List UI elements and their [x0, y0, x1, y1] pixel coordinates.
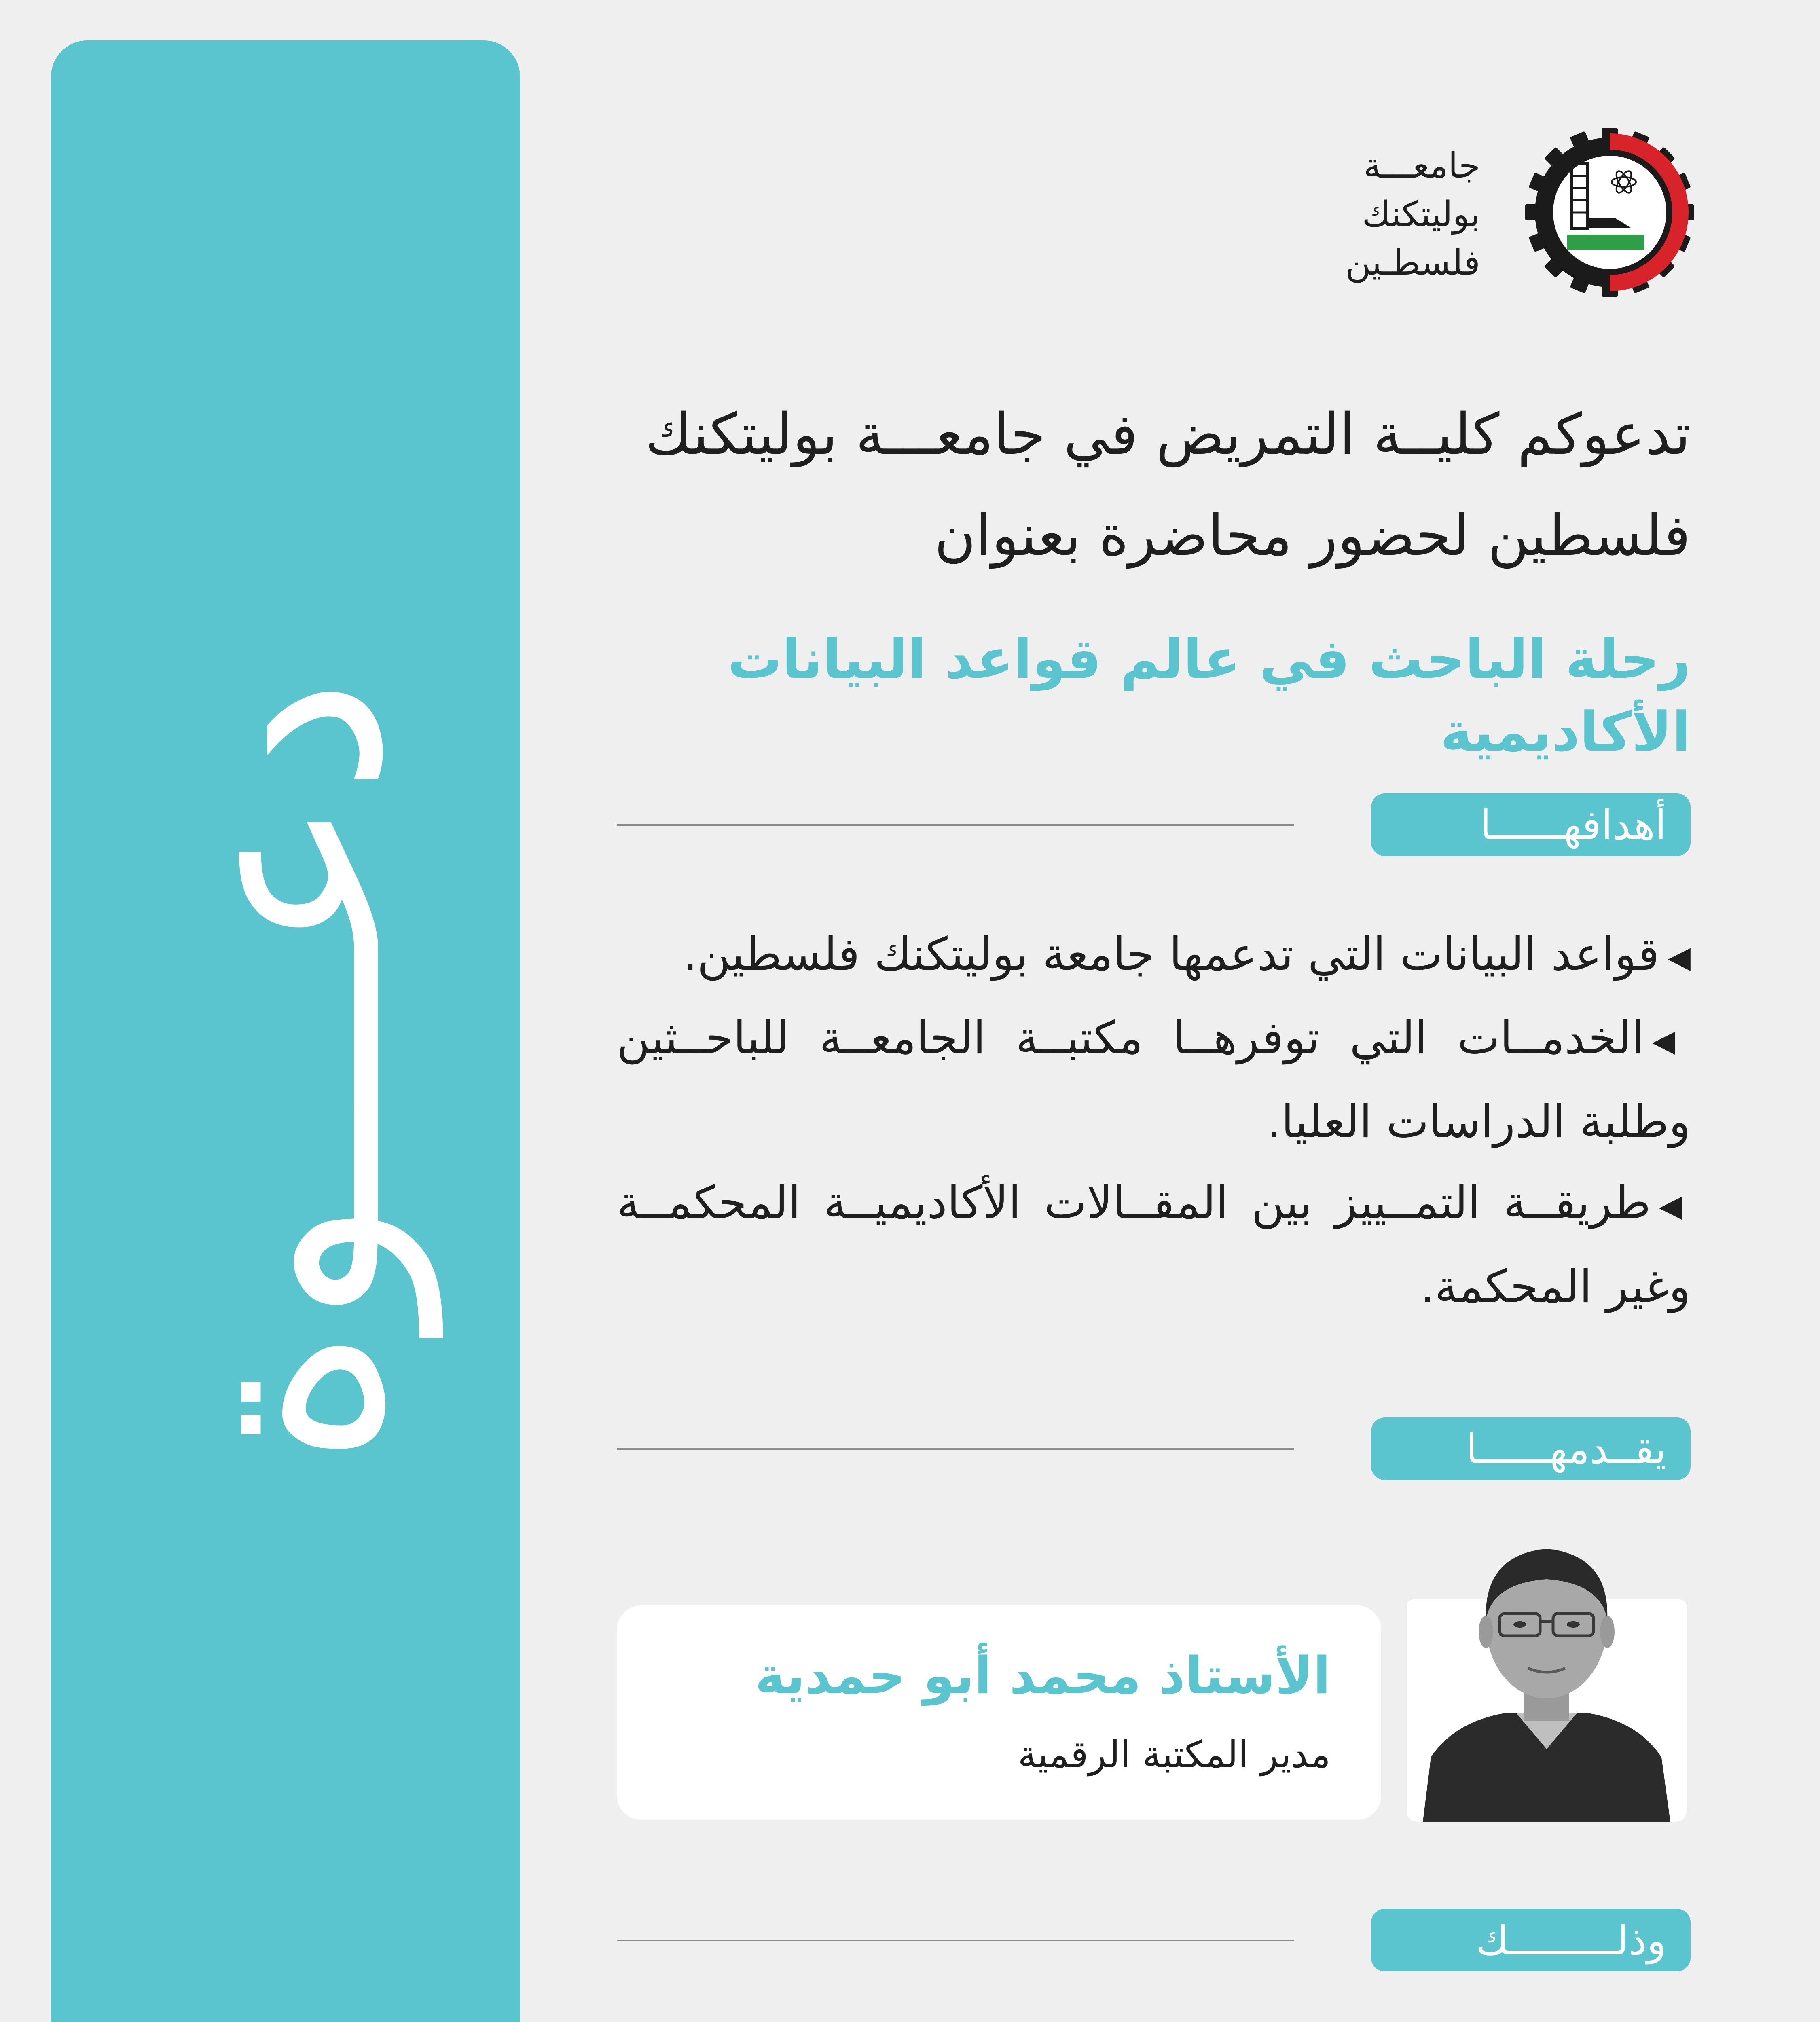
- goals-list: [617, 914, 1691, 1327]
- presenter-role: مدير المكتبة الرقمية: [1018, 1733, 1331, 1776]
- university-name: [1346, 142, 1480, 287]
- presenter-heading: يقــدمهــــــا: [1371, 1417, 1691, 1480]
- goal-text: الخدمــات التي توفرهــا مكتبــة الجامعــة للباحــثين وطلبة الدراسات العليا.: [617, 1012, 1691, 1148]
- intro-line-2: فلسطين لحضور محاضرة بعنوان: [934, 503, 1691, 569]
- goals-section-header: [617, 793, 1691, 858]
- presenter-section-header: [617, 1417, 1691, 1482]
- presenter-name: الأستاذ محمد أبو حمدية: [755, 1646, 1331, 1705]
- university-name-line-3: فلسطـين: [1345, 243, 1480, 283]
- university-name-line-2: بوليتكنك: [1362, 194, 1480, 235]
- invitation-word: دعـــوة: [130, 676, 441, 1467]
- gear-logo-icon: [1523, 125, 1697, 299]
- intro-line-1: تدعوكم كليــة التمريض في جامعـــة بوليتكنك: [645, 402, 1691, 467]
- lecture-title: رحلة الباحث في عالم قواعد البيانات الأكاديمية: [727, 628, 1691, 764]
- university-name-line-1: جامعـــة: [1363, 146, 1480, 186]
- presenter-portrait-icon: [1407, 1531, 1687, 1822]
- divider-line: [617, 824, 1294, 826]
- intro-text: [617, 384, 1691, 586]
- side-ribbon: [51, 40, 520, 2022]
- details-heading: وذلـــــــــك: [1371, 1909, 1691, 1971]
- triangle-bullet-icon: ◀: [1659, 1188, 1691, 1223]
- goal-text: قواعد البيانات التي تدعمها جامعة بوليتكنك فلسطين.: [683, 928, 1660, 981]
- details-section-header: [617, 1909, 1691, 1973]
- presenter-card: [617, 1605, 1381, 1820]
- list-item: [617, 1162, 1691, 1327]
- divider-line: [617, 1448, 1294, 1450]
- goal-text: طريقــة التمــييز بين المقــالات الأكاديميــة المحكمــة وغير المحكمة.: [617, 1176, 1691, 1313]
- presenter-photo: [1407, 1531, 1687, 1822]
- triangle-bullet-icon: ◀: [1652, 1024, 1691, 1059]
- list-item: [617, 998, 1691, 1162]
- divider-line: [617, 1940, 1294, 1941]
- list-item: [617, 914, 1691, 998]
- university-logo: [1523, 125, 1697, 299]
- triangle-bullet-icon: ◀: [1668, 940, 1691, 975]
- goals-heading: أهدافهــــــا: [1371, 793, 1691, 856]
